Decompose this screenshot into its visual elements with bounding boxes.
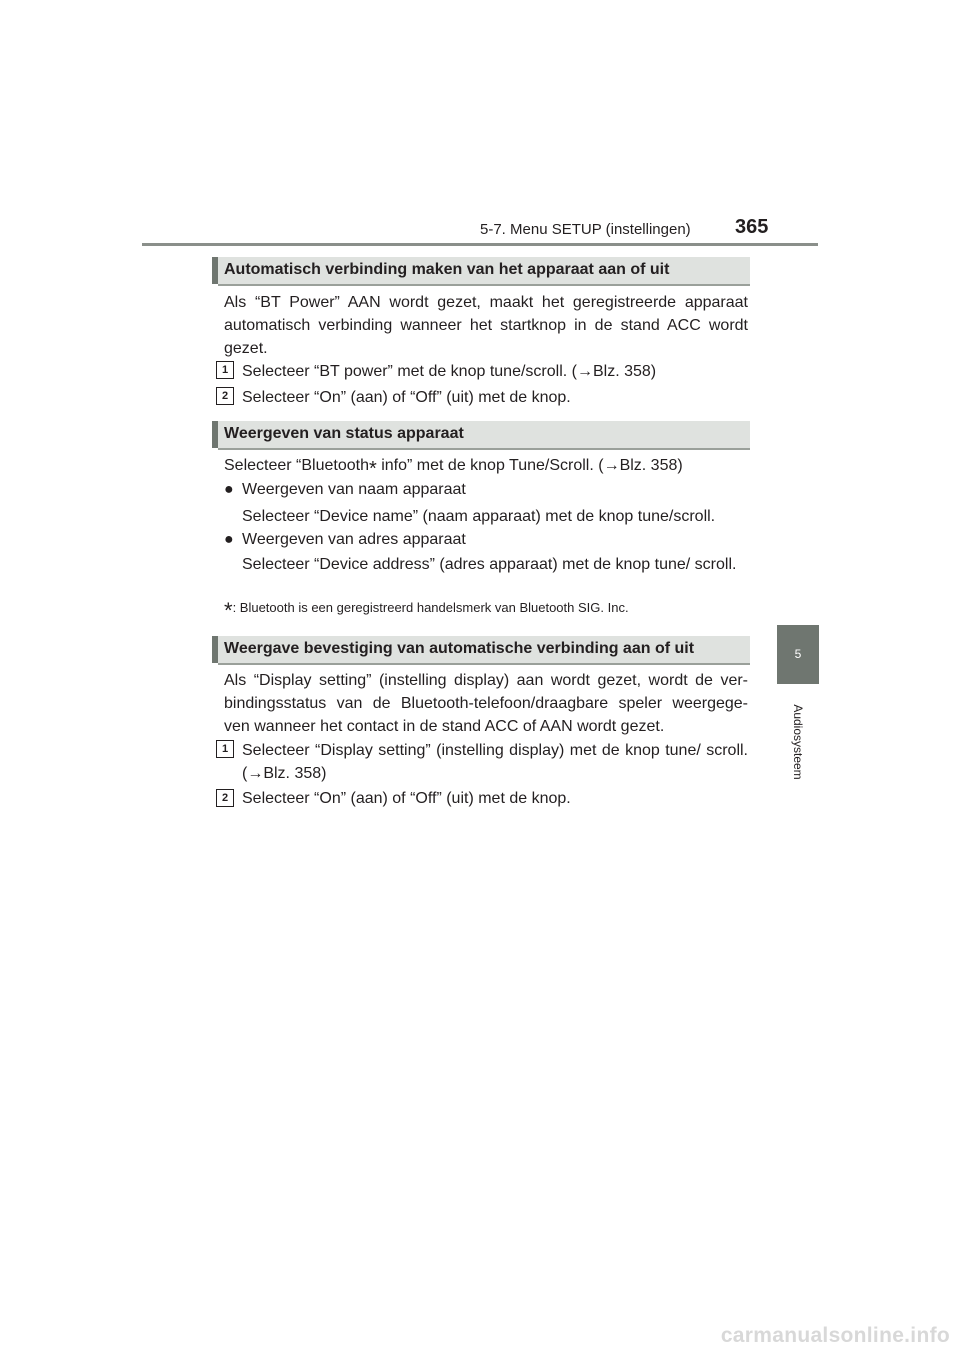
arrow-icon: → xyxy=(576,363,593,380)
step-text: Selecteer “Display setting” (instelling display) met de knop tune/ scroll. (→Blz. 358) xyxy=(242,742,748,782)
step-number-badge: 1 xyxy=(216,740,234,758)
bullet-title: Weergeven van naam apparaat xyxy=(242,481,466,498)
section-intro: Als “BT Power” AAN wordt gezet, maakt het geregistreerde apparaat automatisch verbinding wanneer het startknop in de stand ACC wordt gezet. xyxy=(224,294,748,357)
step-number-badge: 2 xyxy=(216,789,234,807)
chapter-tab: 5 xyxy=(777,625,819,684)
arrow-icon: → xyxy=(603,457,620,474)
arrow-icon: → xyxy=(247,765,264,782)
watermark: carmanualsonline.info xyxy=(720,1324,950,1347)
section-heading-connection-confirmation xyxy=(212,636,750,663)
bullet-icon: ● xyxy=(224,531,234,548)
footnote-marker: * xyxy=(224,598,233,623)
section-intro: Als “Display setting” (instelling display) aan wordt gezet, wordt de ver- bindingsstatus van de Bluetooth-telefoon/draagbare speler weergege- ven wanneer het contact in de stand ACC of AAN wordt gezet. xyxy=(224,672,748,735)
step-text: Selecteer “On” (aan) of “Off” (uit) met de knop. xyxy=(242,389,571,406)
section-heading-device-status xyxy=(212,421,750,448)
section-heading-text: Weergave bevestiging van automatische verbinding aan of uit xyxy=(224,640,695,657)
header-divider xyxy=(142,243,818,246)
bullet-description: Selecteer “Device address” (adres apparaat) met de knop tune/ scroll. xyxy=(242,556,737,573)
section-breadcrumb: 5-7. Menu SETUP (instellingen) xyxy=(480,221,691,238)
section-heading-auto-connect xyxy=(212,257,750,284)
step-text: Selecteer “On” (aan) of “Off” (uit) met de knop. xyxy=(242,790,571,807)
bullet-title: Weergeven van adres apparaat xyxy=(242,531,466,548)
step-number-badge: 2 xyxy=(216,387,234,405)
section-heading-text: Automatisch verbinding maken van het apparaat aan of uit xyxy=(224,261,670,278)
chapter-label: Audiosysteem xyxy=(791,704,805,780)
page-number: 365 xyxy=(735,216,769,238)
section-heading-text: Weergeven van status apparaat xyxy=(224,425,464,442)
step-number-badge: 1 xyxy=(216,361,234,379)
footnote: *: Bluetooth is een geregistreerd handelsmerk van Bluetooth SIG. Inc. xyxy=(224,598,629,623)
bullet-icon: ● xyxy=(224,481,234,498)
step-text: Selecteer “BT power” met de knop tune/scroll. (→Blz. 358) xyxy=(242,363,657,380)
section-intro: Selecteer “Bluetooth* info” met de knop Tune/Scroll. (→Blz. 358) xyxy=(224,457,683,480)
bullet-description: Selecteer “Device name” (naam apparaat) met de knop tune/scroll. xyxy=(242,508,716,525)
footnote-marker: * xyxy=(368,458,377,480)
